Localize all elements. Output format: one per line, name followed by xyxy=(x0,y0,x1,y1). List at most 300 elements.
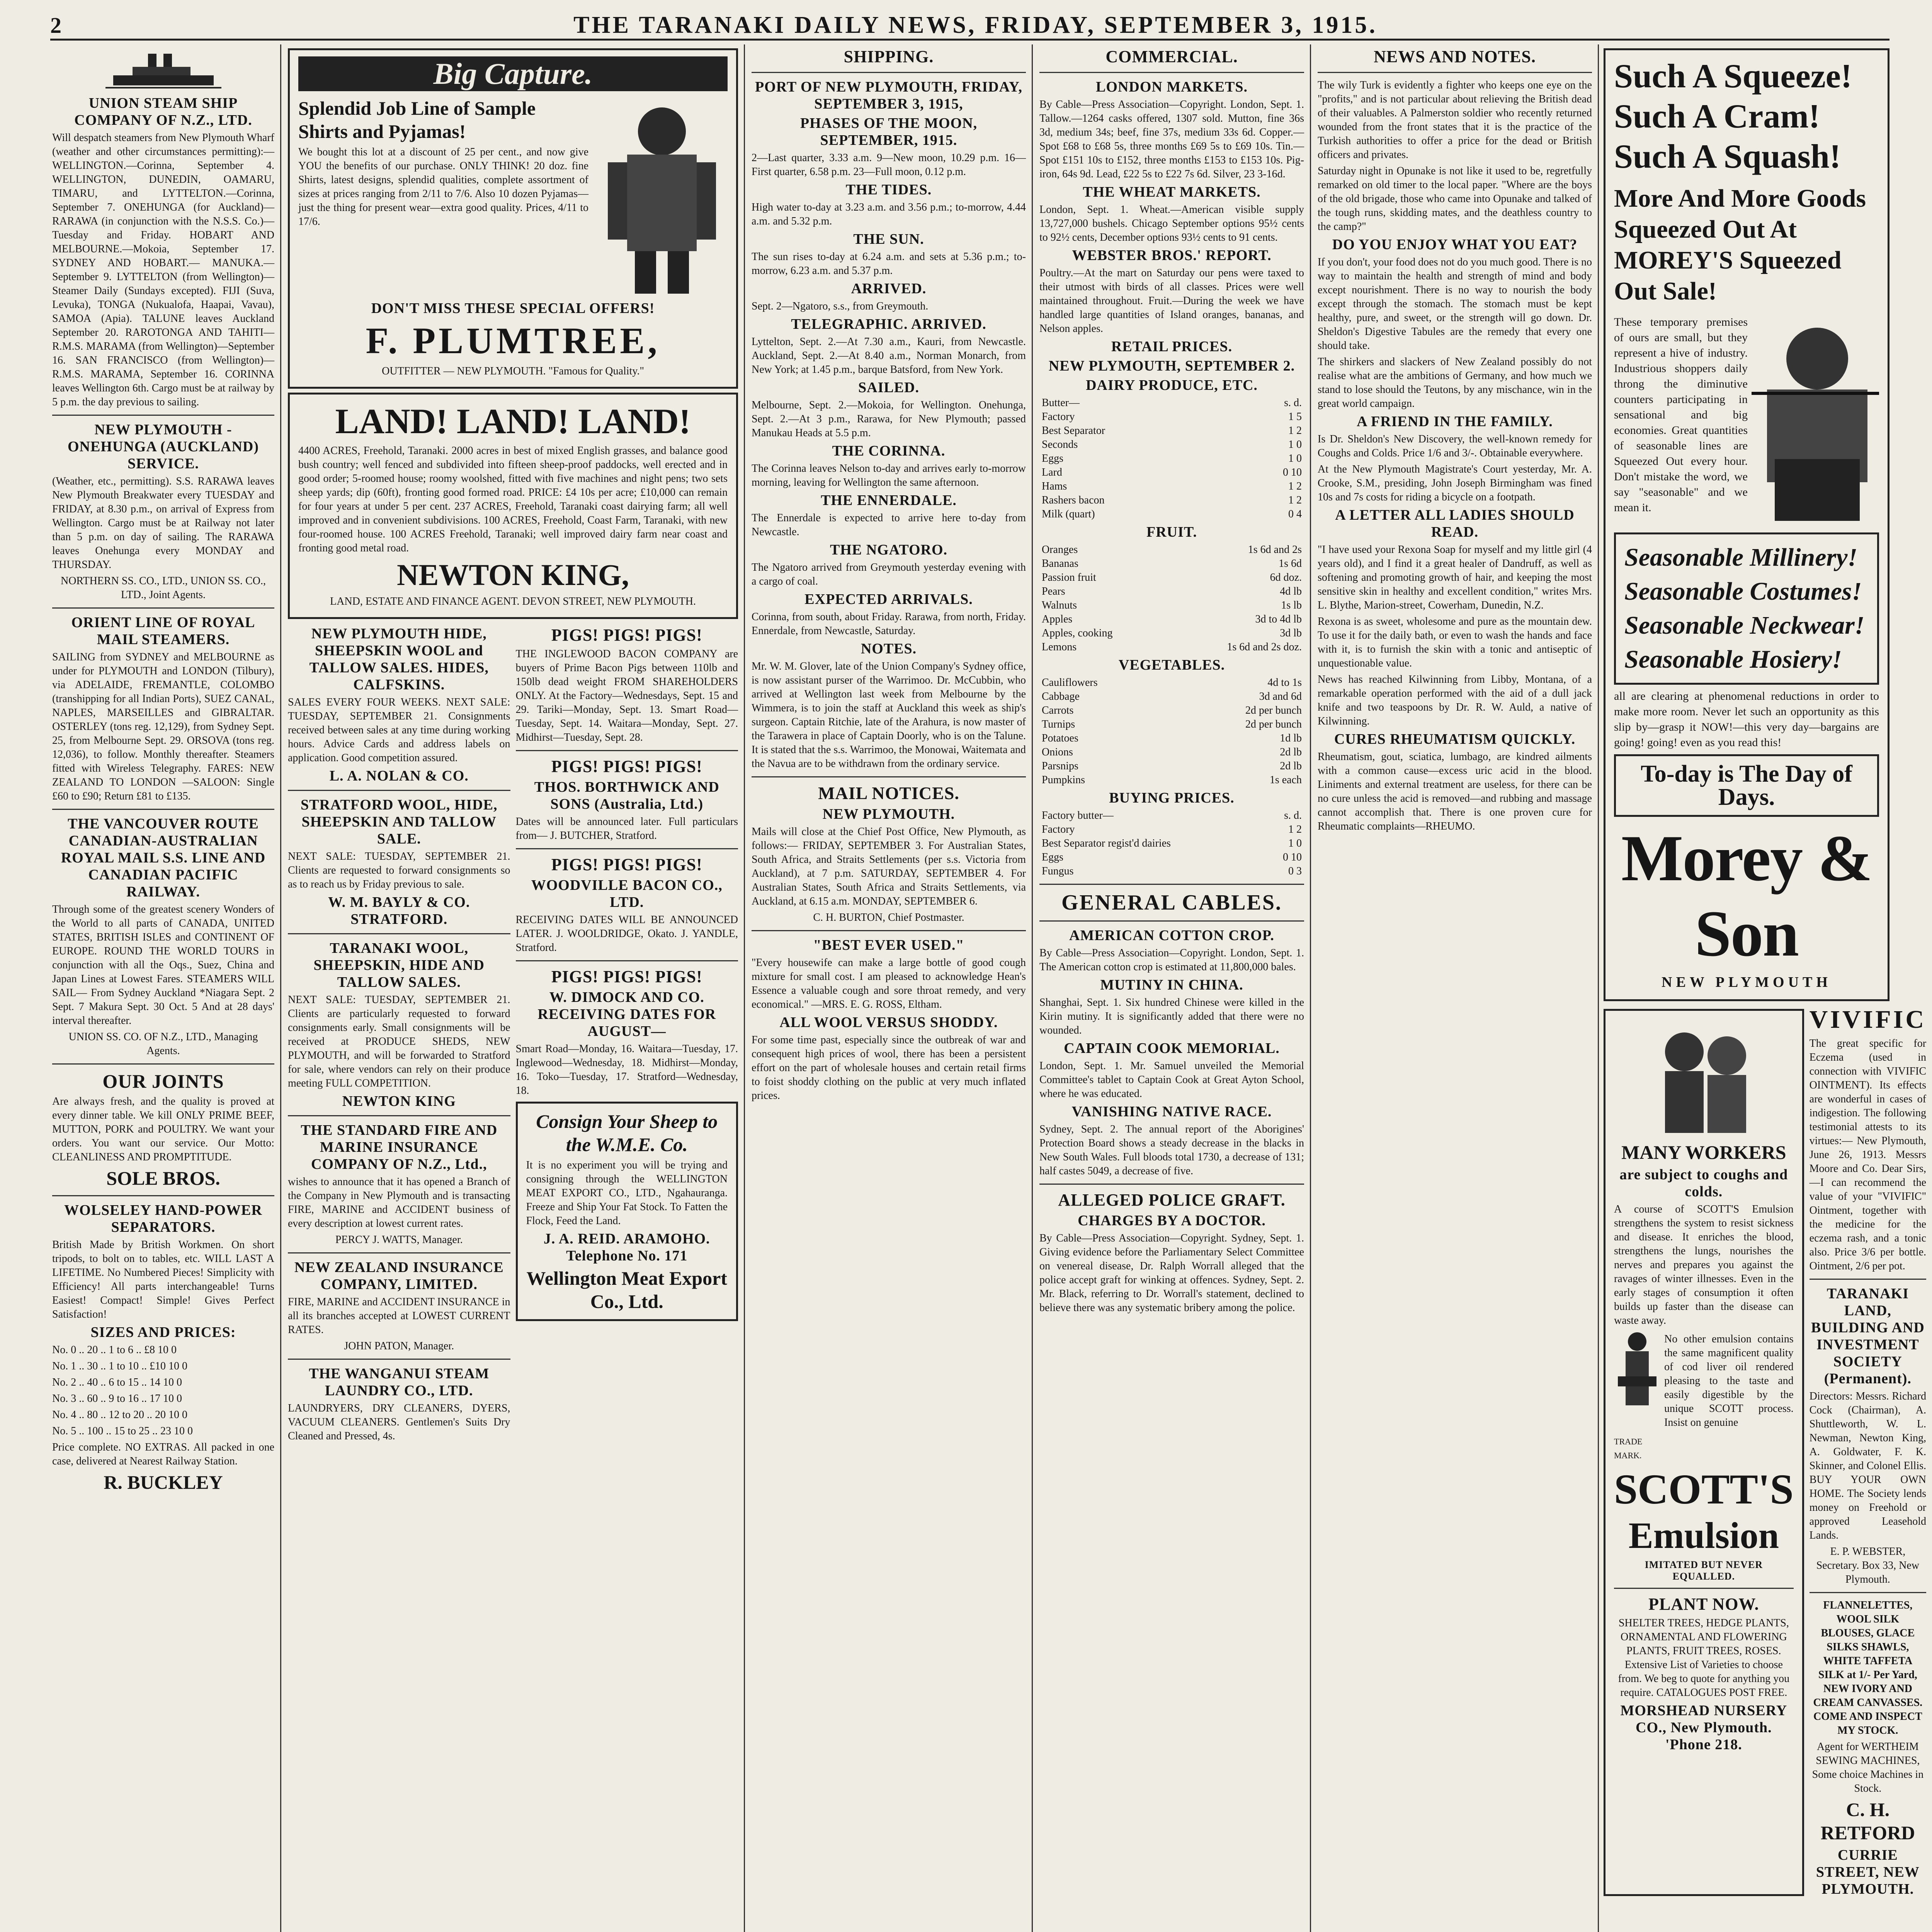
steamship-icon xyxy=(105,48,221,91)
taranaki-sales-body: NEXT SALE: TUESDAY, SEPTEMBER 21. Clients are particularly requested to forward consignments early. Small consignments will be received at PRODUCE SHEDS, NEW PLYMOUTH, and will be forwarded to Stratford for sale, where vendors can rely on their produce meeting FULL COMPETITION. xyxy=(288,994,510,1089)
table-row xyxy=(1039,396,1304,410)
divider xyxy=(516,848,738,849)
onehunga-sign: NORTHERN SS. CO., LTD., UNION SS. CO., LTD., Joint Agents. xyxy=(61,575,266,601)
nzins-body: FIRE, MARINE and ACCIDENT INSURANCE in all its branches accepted at LOWEST CURRENT RATES. xyxy=(288,1296,510,1336)
dairy-title: DAIRY PRODUCE, ETC. xyxy=(1086,377,1258,393)
table-row xyxy=(1039,585,1304,599)
pigs-body: THE INGLEWOOD BACON COMPANY are buyers of Prime Bacon Pigs between 110lb and 150lb dead weight FROM SHAREHOLDERS ONLY. At the Factory—Wednesdays, Sept. 15 and 29. Tariki—Monday, Sept. 13. Smart Road—Tuesday, Sept. 14. Waitara—Monday, Sept. 27. Midhirst—Tuesday, Sept. 28. xyxy=(515,648,738,743)
sizes-title: SIZES AND PRICES: xyxy=(90,1324,236,1340)
price: 6d doz. xyxy=(1270,571,1302,583)
pigs-head: PIGS! PIGS! PIGS! xyxy=(551,757,702,776)
news-paragraph: The wily Turk is evidently a fighter who keeps one eye on the "profits," and is not particular about relieving the British dead of their valuables. A Palmerston soldier who recently returned wounded from the front states that it is the practice of the Turkish authorities to offer a price for the dead or British officers and privates. xyxy=(1318,79,1592,161)
column-rule xyxy=(1310,44,1311,1932)
table-row xyxy=(1039,493,1304,507)
building-title: TARANAKI LAND, BUILDING AND INVESTMENT SOCIETY (Permanent). xyxy=(1811,1286,1925,1387)
table-row xyxy=(1039,612,1304,626)
expected-title: EXPECTED ARRIVALS. xyxy=(804,591,973,607)
ngatoro-body: The Ngatoro arrived from Greymouth yesterday evening with a cargo of coal. xyxy=(752,561,1026,587)
dimock-body: Smart Road—Monday, 16. Waitara—Tuesday, 17. Inglewood—Wednesday, 18. Midhirst—Monday, 16. Toko—Tuesday, 17. Stratford—Wednesday, 18. xyxy=(515,1043,738,1097)
news-paragraph: The shirkers and slackers of New Zealand possibly do not realise what are the ambitions of Germany, and how much we stand to lose should the Teutons, by any mischance, win in the great world campaign. xyxy=(1318,356,1592,410)
table-row xyxy=(1039,480,1304,493)
weme-body: It is no experiment you will be trying and consigning through the WELLINGTON MEAT EXPORT CO., LTD., Ngahauranga. Freeze and Ship Your Fat Stock. To Fatten the Flock, Feed the Land. xyxy=(526,1159,728,1227)
telegraphic-title: TELEGRAPHIC. ARRIVED. xyxy=(791,316,986,332)
price: 1s 6d xyxy=(1279,558,1302,570)
stratford-title: STRATFORD WOOL, HIDE, SHEEPSKIN AND TALLOW SALE. xyxy=(301,797,498,847)
sizes-row: No. 4 .. 80 .. 12 to 20 .. 20 10 0 xyxy=(52,1409,187,1421)
borthwick-title: THOS. BORTHWICK AND SONS (Australia, Ltd.) xyxy=(534,779,719,812)
seasonable-line: Seasonable Costumes! xyxy=(1624,577,1862,605)
nolan-name: L. A. NOLAN & CO. xyxy=(329,768,469,784)
table-row xyxy=(1039,731,1304,745)
price: 1s 6d and 2s xyxy=(1248,544,1302,556)
woodville-title: WOODVILLE BACON CO., LTD. xyxy=(531,877,723,910)
table-row xyxy=(1039,640,1304,654)
news-paragraph: Saturday night in Opunake is not like it used to be, regretfully remarked on old timer to the local paper. "Where are the boys of the old brigade, those who came into Opunake and talked of the tough runs, skidding mates, and the deathless country to the camp?" xyxy=(1318,165,1592,233)
item: Eggs xyxy=(1042,452,1063,464)
item: Parsnips xyxy=(1042,760,1078,772)
sizes-row: No. 0 .. 20 .. 1 to 6 .. £8 10 0 xyxy=(52,1344,177,1356)
capture-row xyxy=(298,97,728,298)
vancouver-body: Through some of the greatest scenery Wonders of the World to all parts of CANADA, UNITED STATES, BRITISH ISLES and CONTINENT OF EUROPE. ROUND THE WORLD TOURS in conjunction with all the Oqs., Suez, China and Japan Lines at Lowest Fares. STEAMERS WILL SAIL— From Sydney Auckland *Niagara Sept. 2 Sept. 7 Makura Sept. 30 Oct. 5 And at 28 days' interval thereafter. xyxy=(52,903,274,1027)
divider xyxy=(1039,920,1304,922)
divider xyxy=(1039,72,1304,73)
divider xyxy=(1039,1184,1304,1185)
price: 0 10 xyxy=(1283,851,1302,863)
item: Butter— xyxy=(1042,397,1080,409)
column-rule xyxy=(1598,44,1599,1932)
divider xyxy=(52,607,274,609)
capture-title: Big Capture. xyxy=(298,56,728,91)
item: Oranges xyxy=(1042,544,1078,556)
sun-body: The sun rises to-day at 6.24 a.m. and sets at 5.36 p.m.; to-morrow, 6.23 a.m. and 5.37 p.m. xyxy=(752,251,1026,277)
stratford-body: NEXT SALE: TUESDAY, SEPTEMBER 21. Clients are requested to forward consignments so as to reach us by Friday previous to sale. xyxy=(288,850,510,890)
moon-title: PHASES OF THE MOON, SEPTEMBER, 1915. xyxy=(800,115,978,148)
nzins-title: NEW ZEALAND INSURANCE COMPANY, LIMITED. xyxy=(294,1259,504,1293)
divider xyxy=(752,776,1026,777)
joints-body: Are always fresh, and the quality is proved at every dinner table. We kill ONLY PRIME BEEF, MUTTON, PORK and POULTRY. We want your orders. You want our service. Our Motto: CLEANLINESS AND PROMPTITUDE. xyxy=(52,1095,274,1163)
dimock-title: W. DIMOCK AND CO. RECEIVING DATES FOR AUGUST— xyxy=(537,989,716,1039)
price: 1s each xyxy=(1269,774,1302,786)
item: Factory butter— xyxy=(1042,810,1114,821)
cook-body: London, Sept. 1. Mr. Samuel unveiled the Memorial Committee's tablet to Captain Cook at Great Ayton School, where he was educated. xyxy=(1039,1060,1304,1100)
retail-sub: NEW PLYMOUTH, SEPTEMBER 2. xyxy=(1048,358,1295,374)
item: Lard xyxy=(1042,466,1062,478)
veg-table xyxy=(1039,676,1304,787)
best-title: "BEST EVER USED." xyxy=(813,937,964,953)
divider xyxy=(52,1195,274,1196)
divider xyxy=(1039,884,1304,885)
emulsion-name: Emulsion xyxy=(1628,1515,1779,1556)
divider xyxy=(752,72,1026,73)
scott-side: No other emulsion contains the same magnificent quality of cod liver oil rendered pleasing to the taste and easily digestible by the unique SCOTT process. Insist on genuine xyxy=(1664,1333,1794,1429)
morey-ad xyxy=(1604,48,1889,1001)
tides-title: THE TIDES. xyxy=(845,182,932,198)
corinna-title: THE CORINNA. xyxy=(832,443,946,459)
arrived-body: Sept. 2—Ngatoro, s.s., from Greymouth. xyxy=(752,300,929,312)
weme-agent: J. A. REID. ARAMOHO. Telephone No. 171 xyxy=(543,1231,710,1264)
mail-title: MAIL NOTICES. xyxy=(818,783,959,803)
sole-bros: SOLE BROS. xyxy=(106,1167,220,1189)
divider xyxy=(288,1252,510,1253)
laundry-body: LAUNDRYERS, DRY CLEANERS, DYERS, VACUUM CLEANERS. Gentlemen's Suits Dry Cleaned and Pressed, 4s. xyxy=(288,1402,510,1442)
table-row xyxy=(1039,438,1304,452)
plumtree-sub: OUTFITTER — NEW PLYMOUTH. "Famous for Quality." xyxy=(382,365,644,377)
wolseley-body: British Made by British Workmen. On short tripods, to bolt on to tables, etc. WILL LAST A LIFETIME. No Numbered Pieces! Simplicity with Efficiency! All parts interchangeable! Turns Easiest! Compact! Simple! Gives Perfect Satisfaction! xyxy=(52,1239,274,1320)
table-row xyxy=(1039,676,1304,690)
weme-title: Consign Your Sheep to the W.M.E. Co. xyxy=(536,1111,718,1155)
page-number: 2 xyxy=(50,12,61,38)
sizes-row: No. 5 .. 100 .. 15 to 25 .. 23 10 0 xyxy=(52,1425,193,1437)
veg-title: VEGETABLES. xyxy=(1118,657,1225,673)
retford-name: C. H. RETFORD xyxy=(1820,1799,1915,1844)
vivific-body: The great specific for Eczema (used in connection with VIVIFIC OINTMENT). Its effects are wonderful in cases of indigestion. The following testimonial attests to its virtues:— New Plymouth, June 26, 1913. Messrs Moore and Co. Dear Sirs,—I can recommend the value of your "VIVIFIC" Ointment, together with the medicine for the eczema rash, and a tonic also. Price 3/6 per bottle. Ointment, 2/6 per pot. xyxy=(1809,1037,1927,1272)
trade-mark: TRADE MARK. xyxy=(1614,1437,1643,1460)
divider xyxy=(52,415,274,416)
notes-body: Mr. W. M. Glover, late of the Union Company's Sydney office, is now assistant purser of the Warrimoo. Dr. McCubbin, who arrived at Wellington last week from Melbourne by the Wimmera, is to join the staff at Auckland this week as ship's surgeon. Captain Ritchie, late of the Arahura, is now master of the Tarawera in place of Captain Doorly, who is on the Talune. It is stated that the s.s. Warrimoo, the Monowai, Waitemata and the Navua are to be withdrawn from the ordinary service. xyxy=(752,660,1026,770)
price: 2d per bunch xyxy=(1245,718,1302,730)
land-body: 4400 ACRES, Freehold, Taranaki. 2000 acres in best of mixed English grasses, and balance good bush country; well fenced and subdivided into fifteen sheep-proof paddocks, well erected and in good order; 5-roomed house; roomy woolshed, fitted with five machines and night pens; two sets sheep yards; dip (60ft), fronting good formed road. PRICE: £4 10s per acre; £10,000 can remain for four years at under 5 per cent. 237 ACRES, Freehold, Taranaki coast dairying farm; all well improved and in convenient subdivisions. 100 ACRES, Freehold, Coast Farm, Taranaki, with new four-roomed house. 100 ACRES Freehold, Taranaki; well improved dairy farm near coast and fronting good metal road. xyxy=(298,445,728,554)
many-workers: MANY WORKERS xyxy=(1621,1141,1786,1163)
item: Best Separator regist'd dairies xyxy=(1042,837,1171,849)
rexona-paragraph: Rexona is as sweet, wholesome and pure as the mountain dew. To use it for the daily bath, or even to wash the hands and face with it, is to furnish the skin with a tonic and antiseptic of unquestionable value. xyxy=(1318,616,1592,669)
pigs-head: PIGS! PIGS! PIGS! xyxy=(551,967,702,986)
moon-body: 2—Last quarter, 3.33 a.m. 9—New moon, 10.29 p.m. 16—First quarter, 6.58 p.m. 23—Full moon, 0.12 p.m. xyxy=(752,152,1026,178)
friend-title: A FRIEND IN THE FAMILY. xyxy=(1357,413,1553,430)
table-row xyxy=(1039,718,1304,731)
bayly-name: W. M. BAYLY & CO. STRATFORD. xyxy=(328,894,470,927)
item: Onions xyxy=(1042,746,1073,758)
best-body: "Every housewife can make a large bottle of good cough mixture for small cost. I am pleased to acknowledge Hean's Essence a valuable cough and sore throat remedy, and very economical." —MRS. E. G. ROSS, Eltham. xyxy=(752,957,1026,1010)
wool-body: For some time past, especially since the outbreak of war and consequent high prices of wool, there has been a persistent effort on the part of wholesale houses and certain retail firms to foist shoddy clothing on the public at very much inflated prices. xyxy=(752,1034,1026,1102)
seasonable-box xyxy=(1614,532,1879,685)
price: 1 0 xyxy=(1288,837,1302,849)
price: 0 10 xyxy=(1283,466,1302,478)
plumtree-name: F. PLUMTREE, xyxy=(366,320,660,361)
letter-title: A LETTER ALL LADIES SHOULD READ. xyxy=(1335,507,1575,540)
lower-ads xyxy=(1604,1005,1927,1900)
london-title: LONDON MARKETS. xyxy=(1096,79,1248,95)
seasonable-line: Seasonable Millinery! xyxy=(1624,543,1858,571)
divider xyxy=(52,809,274,810)
price: 1 2 xyxy=(1288,823,1302,835)
price: 4d to 1s xyxy=(1267,677,1302,689)
building-body: Directors: Messrs. Richard Cock (Chairman), A. Shuttleworth, W. L. Newman, Newton King, A. Goldwater, F. K. Skinner, and Colonel Ellis. BUY YOUR OWN HOME. The Society lends money on Freehold or approved Leasehold Lands. xyxy=(1809,1390,1927,1541)
price: 1 5 xyxy=(1288,411,1302,423)
dairy-table xyxy=(1039,396,1304,521)
london-body: By Cable—Press Association—Copyright. London, Sept. 1. Tallow.—1264 casks offered, 1307 sold. Mutton, fine 36s 3d, medium 34s; beef, fine 37s, medium 33s 6d. Copper.—Spot £68 to £68 5s, three months £69 5s to £69 10s. Tin.—Spot £151 10s to £152, three months £153 to £153 10s. Pig-iron, 64s 9d. Lead, £22 5s to £22 7s 6d. Silver, 23 3-16d. xyxy=(1039,99,1304,180)
divider xyxy=(52,1063,274,1065)
sizes-row: No. 1 .. 30 .. 1 to 10 .. £10 10 0 xyxy=(52,1360,187,1372)
webster-body: Poultry.—At the mart on Saturday our pens were taxed to their utmost with birds of all classes. Prices were well maintained throughout. Fruit.—During the week we have handled large quantities of Island oranges, bananas, and Nelson apples. xyxy=(1039,267,1304,335)
squeezed-shopkeeper-illustration xyxy=(1752,312,1879,529)
news-paragraph: At the New Plymouth Magistrate's Court yesterday, Mr. A. Crooke, S.M., presiding, John Joseph Birmingham was fined 10s and 7s costs for riding a bicycle on a footpath. xyxy=(1318,463,1592,503)
letter-body: "I have used your Rexona Soap for myself and my little girl (4 years old), and I find it a great healer of Dandruff, as well as softening and promoting growth of hair, and keeping the most sensitive skin in healthy and excellent condition," writes Mrs. L. Blythe, Marion-street, Cowerham, Dunedin, N.Z. xyxy=(1318,544,1592,611)
coughing-workers-illustration xyxy=(1646,1021,1762,1137)
vancouver-title: THE VANCOUVER ROUTE CANADIAN-AUSTRALIAN ROYAL MAIL S.S. LINE AND CANADIAN PACIFIC RAILWAY. xyxy=(61,816,266,900)
retail-title: RETAIL PRICES. xyxy=(1111,338,1233,355)
table-row xyxy=(1039,809,1304,823)
price: 4d lb xyxy=(1280,585,1302,597)
telegraphic-body: Lyttelton, Sept. 2.—At 7.30 a.m., Kauri, from Newcastle. Auckland, Sept. 2.—At 8.40 a.m., Norman Monarch, from New York; at 1.45 p.m., barque Batsford, from New York. xyxy=(752,336,1026,376)
sizes-row: No. 2 .. 40 .. 6 to 15 .. 14 10 0 xyxy=(52,1376,182,1388)
ngatoro-title: THE NGATORO. xyxy=(830,542,948,558)
morey-name: Morey & Son xyxy=(1621,822,1872,970)
price: 1 2 xyxy=(1288,480,1302,492)
man-in-pyjamas-illustration xyxy=(596,97,728,298)
item: Cauliflowers xyxy=(1042,677,1098,689)
buying-table xyxy=(1039,809,1304,878)
sun-title: THE SUN. xyxy=(853,231,924,247)
table-row xyxy=(1039,759,1304,773)
friend-body: Is Dr. Sheldon's New Discovery, the well-known remedy for Coughs and Colds. Price 1/6 and 3/-. Obtainable everywhere. xyxy=(1318,433,1592,459)
cables-title: GENERAL CABLES. xyxy=(1061,891,1282,915)
seasonable-line: Seasonable Neckwear! xyxy=(1624,611,1865,639)
item: Eggs xyxy=(1042,851,1063,863)
table-row xyxy=(1039,864,1304,878)
price: 2d per bunch xyxy=(1245,704,1302,716)
morshead-name: MORSHEAD NURSERY CO., New Plymouth. 'Phone 218. xyxy=(1620,1702,1787,1753)
fruit-table xyxy=(1039,543,1304,654)
land-title: LAND! LAND! LAND! xyxy=(335,401,691,441)
paton-sign: JOHN PATON, Manager. xyxy=(344,1340,454,1352)
item: Cabbage xyxy=(1042,690,1080,702)
watts-sign: PERCY J. WATTS, Manager. xyxy=(335,1234,463,1246)
burton-sign: C. H. BURTON, Chief Postmaster. xyxy=(813,912,964,923)
price: 1d lb xyxy=(1280,732,1302,744)
scotts-ad xyxy=(1604,1009,1804,1896)
wheat-body: London, Sept. 1. Wheat.—American visible supply 13,727,000 bushels. Chicago September options 95½ cents to 92½ cents, December options 93½ cents to 91 cents. xyxy=(1039,204,1304,243)
column-shipping-news xyxy=(752,44,1026,1932)
item: Factory xyxy=(1042,823,1075,835)
newton-king-2: NEWTON KING xyxy=(342,1093,456,1109)
cook-title: CAPTAIN COOK MEMORIAL. xyxy=(1064,1040,1280,1056)
race-title: VANISHING NATIVE RACE. xyxy=(1071,1104,1272,1120)
notes-title: NOTES. xyxy=(861,641,917,657)
retford-sub: CURRIE STREET, NEW PLYMOUTH. xyxy=(1816,1847,1920,1897)
column-display-ads xyxy=(1604,44,1927,1932)
column-shipping-ads xyxy=(52,44,274,1932)
standard-title: THE STANDARD FIRE AND MARINE INSURANCE COMPANY OF N.Z., Ltd., xyxy=(301,1122,498,1172)
table-row xyxy=(1039,557,1304,571)
price: 1s 6d and 2s doz. xyxy=(1227,641,1302,653)
eat-title: DO YOU ENJOY WHAT YOU EAT? xyxy=(1332,236,1578,253)
orient-title: ORIENT LINE OF ROYAL MAIL STEAMERS. xyxy=(71,614,255,648)
right-small-ads xyxy=(1810,1005,1926,1900)
price: 2d lb xyxy=(1280,746,1302,758)
price: 1 2 xyxy=(1288,494,1302,506)
woodville-body: RECEIVING DATES WILL BE ANNOUNCED LATER. J. WOOLDRIDGE, Okato. J. YANDLE, Stratford. xyxy=(515,914,738,954)
land-ad xyxy=(288,393,738,619)
weme-ad xyxy=(516,1102,738,1321)
masthead xyxy=(50,12,1889,41)
item: Best Separator xyxy=(1042,425,1105,437)
vivific-title: VIVIFIC xyxy=(1809,1005,1927,1034)
scott-row xyxy=(1614,1330,1794,1465)
table-row xyxy=(1039,704,1304,718)
item: Walnuts xyxy=(1042,599,1077,611)
price: s. d. xyxy=(1284,397,1302,409)
sizes-foot: Price complete. NO EXTRAS. All packed in one case, delivered at Nearest Railway Station. xyxy=(52,1441,274,1467)
price: 1s lb xyxy=(1281,599,1302,611)
cotton-title: AMERICAN COTTON CROP. xyxy=(1069,927,1274,944)
cures-body: Rheumatism, gout, sciatica, lumbago, are kindred ailments with a common cause—excess uric acid in the blood. Liniments and external treatment are useless, for there can be no cure unless the acid is removed—and rubbing and massage cannot accomplish that. There is one proven cure for Rheumatic complaints—RHEUMO. xyxy=(1318,751,1592,832)
corinna-body: The Corinna leaves Nelson to-day and arrives early to-morrow morning, leaving for Wellington the same afternoon. xyxy=(752,463,1026,488)
table-row xyxy=(1039,410,1304,424)
vancouver-sign: UNION SS. CO. OF N.Z., LTD., Managing Agents. xyxy=(68,1031,258,1057)
joints-title: OUR JOINTS xyxy=(102,1070,224,1092)
wheat-title: THE WHEAT MARKETS. xyxy=(1083,184,1261,200)
tides-body: High water to-day at 3.23 a.m. and 3.56 p.m.; to-morrow, 4.44 a.m. and 5.32 p.m. xyxy=(752,201,1026,227)
item: Pumpkins xyxy=(1042,774,1085,786)
wool-title: ALL WOOL VERSUS SHODDY. xyxy=(779,1014,998,1031)
mutiny-body: Shanghai, Sept. 1. Six hundred Chinese were killed in the Kirin mutiny. It is significantly added that there were no wounded. xyxy=(1039,997,1304,1036)
column-advertisements xyxy=(288,44,738,1932)
table-row xyxy=(1039,850,1304,864)
table-row xyxy=(1039,690,1304,704)
fisherman-with-fish-logo xyxy=(1614,1330,1660,1430)
premises-text: These temporary premises of ours are small, but they represent a hive of industry. Industrious shoppers daily throng the diminutive counters participating in sensational and big economies. Great quantities of seasonable lines are Squeezed Out every hour. Don't mistake the word, we say "seasonable" and we mean it. xyxy=(1614,316,1748,514)
plant-title: PLANT NOW. xyxy=(1648,1595,1759,1614)
webster-title: WEBSTER BROS.' REPORT. xyxy=(1072,247,1272,264)
ennerdale-body: The Ennerdale is expected to arrive here to-day from Newcastle. xyxy=(752,512,1026,538)
arrived-title: ARRIVED. xyxy=(851,281,927,297)
seasonable-line: Seasonable Hosiery! xyxy=(1624,645,1842,673)
table-row xyxy=(1039,543,1304,557)
sales-grid xyxy=(288,623,738,1446)
capture-body: We bought this lot at a discount of 25 per cent., and now give YOU the benefits of our purchase. ONLY THINK! 20 doz. fine Shirts, latest designs, splendid qualities, complete assortment of sizes at prices ranging from 2/11 to 7/6. Also 10 dozen Pyjamas—just the thing for present wear—extra good quality. Prices, 4/11 to 17/6. xyxy=(298,146,588,228)
divider xyxy=(288,1115,510,1116)
capture-head: Splendid Job Line of Sample Shirts and Pyjamas! xyxy=(298,97,536,142)
eat-body: If you don't, your food does not do you much good. There is no way to maintain the health and strength of mind and body except nourishment. There is no way to nourish the body except through the stomach. The stomach must be kept healthy, pure, and sweet, or the strength will go down. Dr. Sheldon's Digestive Tabules are the remedy that every one should take. xyxy=(1318,256,1592,352)
standard-body: wishes to announce that it has opened a Branch of the Company in New Plymouth and is transacting FIRE, MARINE and ACCIDENT business of every description at lowest current rates. xyxy=(288,1176,510,1230)
item: Lemons xyxy=(1042,641,1077,653)
morey-sub: NEW PLYMOUTH xyxy=(1662,974,1832,990)
news-paragraph: News has reached Kilwinning from Libby, Montana, of a remarkable operation performed with the aid of a dull jack knife and two teaspoons by Dr. R. W. Auld, a native of Kilwinning. xyxy=(1318,673,1592,727)
sales-right xyxy=(516,623,738,1446)
taranaki-sales-title: TARANAKI WOOL, SHEEPSKIN, HIDE AND TALLOW SALES. xyxy=(313,940,485,990)
divider xyxy=(516,960,738,961)
item: Apples xyxy=(1042,613,1073,625)
price: 1 2 xyxy=(1288,425,1302,437)
pigs-head: PIGS! PIGS! PIGS! xyxy=(551,855,702,874)
squeeze-row xyxy=(1614,56,1879,177)
wertheim-text: Agent for WERTHEIM SEWING MACHINES, Some choice Machines in Stock. xyxy=(1812,1741,1924,1794)
commercial-head: COMMERCIAL. xyxy=(1105,47,1238,66)
column-news-notes xyxy=(1318,44,1592,1932)
hide-body: SALES EVERY FOUR WEEKS. NEXT SALE: TUESDAY, SEPTEMBER 21. Consignments received between sales at any time during working hours. Advice Cards and address labels on application. Good competition assured. xyxy=(288,696,510,764)
price: 0 3 xyxy=(1288,865,1302,877)
big-capture-ad xyxy=(288,48,738,389)
divider xyxy=(288,1359,510,1360)
onehunga-title: NEW PLYMOUTH - ONEHUNGA (AUCKLAND) SERVICE. xyxy=(67,422,259,472)
day-of-days: To-day is The Day of Days. xyxy=(1614,754,1879,817)
newton-king-sub: LAND, ESTATE AND FINANCE AGENT. DEVON STREET, NEW PLYMOUTH. xyxy=(330,595,696,607)
union-body: Will despatch steamers from New Plymouth Wharf (weather and other circumstances permitting):— WELLINGTON.—Corinna, September 4. WELLINGTON, DUNEDIN, OAMARU, TIMARU, and LYTTELTON.—Corinna, September 7. ONEHUNGA (for Auckland)— RARAWA (in conjunction with the N.S.S. Co.)—Tuesday and Friday. HOBART AND MELBOURNE.—Mokoia, September 17. SYDNEY AND HOBART.— MANUKA.—September 9. LYTTELTON (from Wellington)—Steamer Daily (Sundays excepted). FIJI (Suva, Levuka), TONGA (Nukualofa, Haapai, Vavau), SAMOA (Apia). TALUNE leaves Auckland September 20. RAROTONGA AND TAHITI— R.M.S. MARAMA (from Wellington)—September 16. SAN FRANCISCO (from Wellington)—R.M.S. MARAMA, September 16. CORINNA leaves Wellington 6th. Cargo must be at railway by 5 p.m. the day previous to sailing. xyxy=(52,132,274,408)
clearing-text: all are clearing at phenomenal reductions in order to make more room. Never let such an opportunity as this slip by—grasp it NOW!—this very day—bargains are going! going! even as you read this! xyxy=(1614,690,1879,749)
table-row xyxy=(1039,599,1304,612)
shipping-head: SHIPPING. xyxy=(844,47,934,66)
buckley-name: R. BUCKLEY xyxy=(104,1471,223,1493)
wolseley-title: WOLSELEY HAND-POWER SEPARATORS. xyxy=(64,1202,262,1235)
cures-title: CURES RHEUMATISM QUICKLY. xyxy=(1334,731,1576,747)
expected-body: Corinna, from south, about Friday. Rarawa, from north, Friday. Ennerdale, from Newcastle, Saturday. xyxy=(752,611,1026,637)
price: s. d. xyxy=(1284,810,1302,821)
table-row xyxy=(1039,571,1304,585)
item: Potatoes xyxy=(1042,732,1078,744)
item: Milk (quart) xyxy=(1042,508,1095,520)
item: Passion fruit xyxy=(1042,571,1096,583)
column-commercial xyxy=(1039,44,1304,1932)
newspaper-title: THE TARANAKI DAILY NEWS, FRIDAY, SEPTEMBER 3, 1915. xyxy=(573,12,1378,38)
table-row xyxy=(1039,823,1304,837)
item: Bananas xyxy=(1042,558,1078,570)
item: Pears xyxy=(1042,585,1065,597)
table-row xyxy=(1039,507,1304,521)
sizes-row: No. 3 .. 60 .. 9 to 16 .. 17 10 0 xyxy=(52,1393,182,1405)
building-sign: E. P. WEBSTER, Secretary. Box 33, New Plymouth. xyxy=(1816,1546,1920,1585)
more-goods: More And More Goods Squeezed Out At MOREY'S Squeezed Out Sale! xyxy=(1614,184,1866,305)
price: 3d to 4d lb xyxy=(1255,613,1302,625)
graft-title: ALLEGED POLICE GRAFT. xyxy=(1058,1190,1286,1209)
divider xyxy=(1318,72,1592,73)
divider xyxy=(288,933,510,934)
mail-body: Mails will close at the Chief Post Office, New Plymouth, as follows:— FRIDAY, SEPTEMBER 3. For Australian States, South Africa, and Straits Settlements (per s.s. Victoria from Auckland), at 7 p.m. SATURDAY, SEPTEMBER 4. For Australian States, South Africa and Straits Settlements, via Auckland, at 6.15 a.m. MONDAY, SEPTEMBER 6. xyxy=(752,826,1026,907)
capture-miss: DON'T MISS THESE SPECIAL OFFERS! xyxy=(371,300,655,316)
table-row xyxy=(1039,424,1304,438)
divider xyxy=(516,750,738,751)
onehunga-body: (Weather, etc., permitting). S.S. RARAWA leaves New Plymouth Breakwater every TUESDAY and FRIDAY, at 8.30 p.m., on arrival of Express from Wellington. Cargo must be at Railway not later than 5 p.m. on day of sailing. The RARAWA leaves Onehunga every MONDAY and THURSDAY. xyxy=(52,475,274,571)
scotts-name: SCOTT'S xyxy=(1614,1466,1794,1513)
column-rule xyxy=(280,44,281,1932)
news-head: NEWS AND NOTES. xyxy=(1374,47,1536,66)
squeeze-line: Such A Cram! xyxy=(1614,98,1820,135)
table-row xyxy=(1039,626,1304,640)
sailed-title: SAILED. xyxy=(858,379,919,396)
table-row xyxy=(1039,837,1304,850)
item: Fungus xyxy=(1042,865,1074,877)
plant-body: SHELTER TREES, HEDGE PLANTS, ORNAMENTAL AND FLOWERING PLANTS, FRUIT TREES, ROSES. Extensive List of Varieties to choose from. We beg to quote for anything you require. CATALOGUES POST FREE. xyxy=(1618,1617,1790,1699)
port-title: PORT OF NEW PLYMOUTH, FRIDAY, SEPTEMBER 3, 1915, xyxy=(755,79,1023,112)
column-rule xyxy=(1032,44,1033,1932)
pigs-head: PIGS! PIGS! PIGS! xyxy=(551,626,702,645)
borthwick-body: Dates will be announced later. Full particulars from— J. BUTCHER, Stratford. xyxy=(515,816,738,842)
item: Carrots xyxy=(1042,704,1074,716)
subject-text: are subject to coughs and colds. xyxy=(1619,1167,1788,1200)
premises-row xyxy=(1614,312,1879,529)
item: Turnips xyxy=(1042,718,1075,730)
doctor-title: CHARGES BY A DOCTOR. xyxy=(1078,1213,1266,1229)
item: Hams xyxy=(1042,480,1067,492)
imitated: IMITATED BUT NEVER EQUALLED. xyxy=(1645,1559,1763,1582)
item: Seconds xyxy=(1042,439,1078,451)
divider xyxy=(1614,1588,1794,1589)
table-row xyxy=(1039,466,1304,480)
table-row xyxy=(1039,745,1304,759)
mail-sub: NEW PLYMOUTH. xyxy=(822,806,955,822)
divider xyxy=(288,790,510,791)
fruit-title: FRUIT. xyxy=(1146,524,1197,540)
table-row xyxy=(1039,452,1304,466)
squeeze-line: Such A Squeeze! xyxy=(1614,58,1852,95)
doctor-body: By Cable—Press Association—Copyright. Sydney, Sept. 1. Giving evidence before the Parliamentary Select Committee on venereal disease, Dr. Ralph Worrall alleged that the police accept graft for winking at offences. Sydney, Sept. 2. Mr. Black, referring to Dr. Worrall's statement, declined to believe there was any systematic bribery among the police. xyxy=(1039,1232,1304,1314)
table-row xyxy=(1039,773,1304,787)
sailed-body: Melbourne, Sept. 2.—Mokoia, for Wellington. Onehunga, Sept. 2.—At 3 p.m., Rarawa, for New Plymouth; passed Manukau Heads at 5.5 p.m. xyxy=(752,399,1026,439)
item: Factory xyxy=(1042,411,1075,423)
column-rule xyxy=(744,44,745,1932)
price: 2d lb xyxy=(1280,760,1302,772)
squeeze-line: Such A Squash! xyxy=(1614,138,1841,175)
weme-company: Wellington Meat Export Co., Ltd. xyxy=(526,1267,727,1312)
